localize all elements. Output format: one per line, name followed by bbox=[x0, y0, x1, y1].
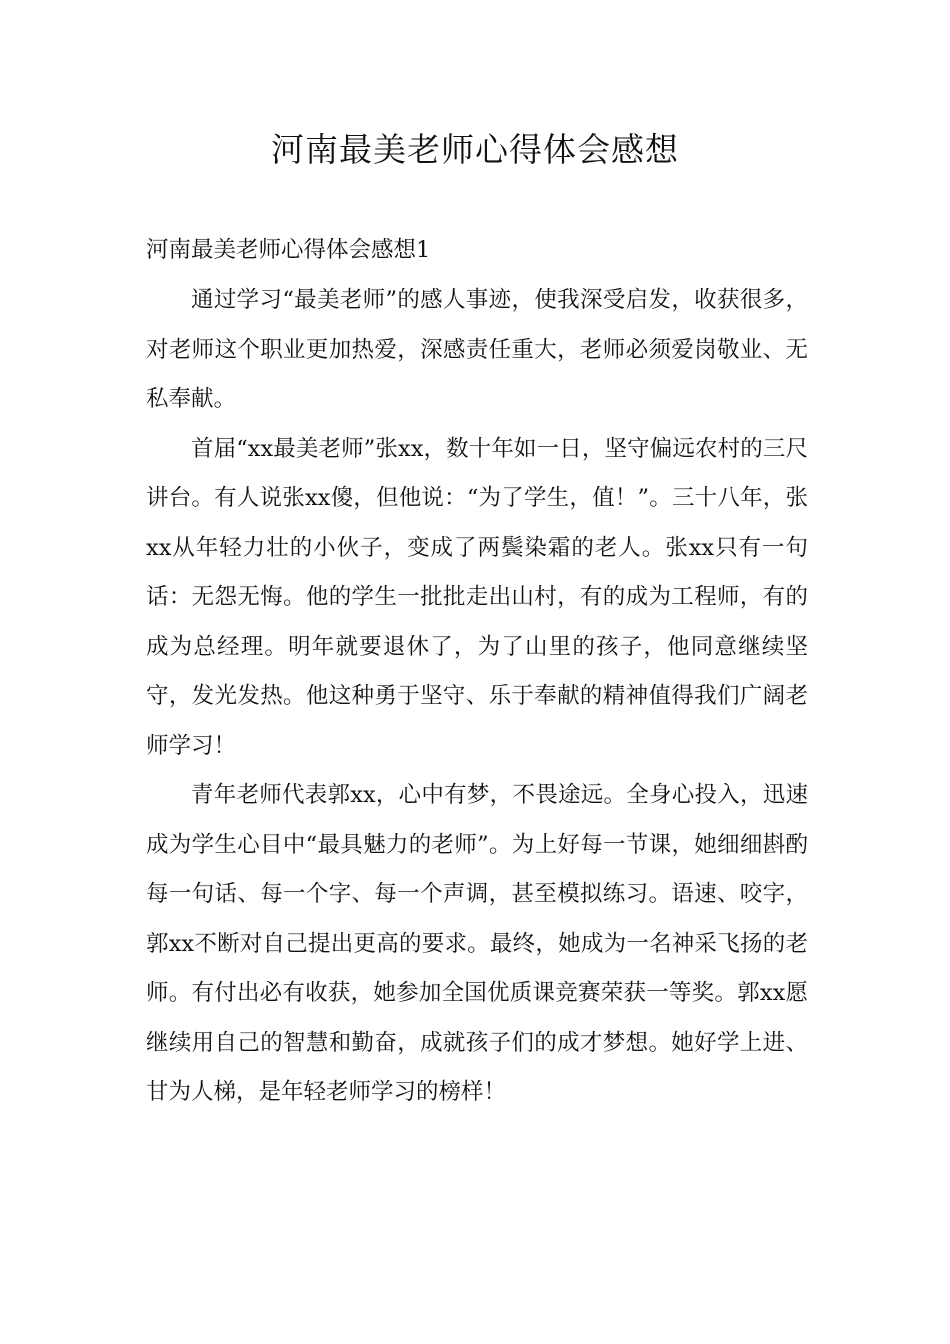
document-body bbox=[146, 224, 808, 1118]
document-title: 河南最美老师心得体会感想 bbox=[271, 130, 679, 169]
paragraph-3: 青年老师代表郭xx，心中有梦，不畏途远。全身心投入，迅速成为学生心目中“最具魅力的老师”。为上好每一节课，她细细斟酌每一句话、每一个字、每一个声调，甚至模拟练习。语速、咬字，郭xx不断对自己提出更高的要求。最终，她成为一名神采飞扬的老师。有付出必有收获，她参加全国优质课竞赛荣获一等奖。郭xx愿继续用自己的智慧和勤奋，成就孩子们的成才梦想。她好学上进、甘为人梯，是年轻老师学习的榜样！ bbox=[146, 782, 808, 1105]
paragraph-1: 通过学习“最美老师”的感人事迹，使我深受启发，收获很多，对老师这个职业更加热爱，深感责任重大，老师必须爱岗敬业、无私奉献。 bbox=[146, 287, 808, 412]
paragraph-2: 首届“xx最美老师”张xx，数十年如一日，坚守偏远农村的三尺讲台。有人说张xx傻，但他说：“为了学生，值！”。三十八年，张xx从年轻力壮的小伙子，变成了两鬓染霜的老人。张xx只有一句话：无怨无悔。他的学生一批批走出山村，有的成为工程师，有的成为总经理。明年就要退休了，为了山里的孩子，他同意继续坚守，发光发热。他这种勇于坚守、乐于奉献的精神值得我们广阔老师学习！ bbox=[146, 435, 808, 759]
section-heading: 河南最美老师心得体会感想1 bbox=[146, 237, 431, 263]
